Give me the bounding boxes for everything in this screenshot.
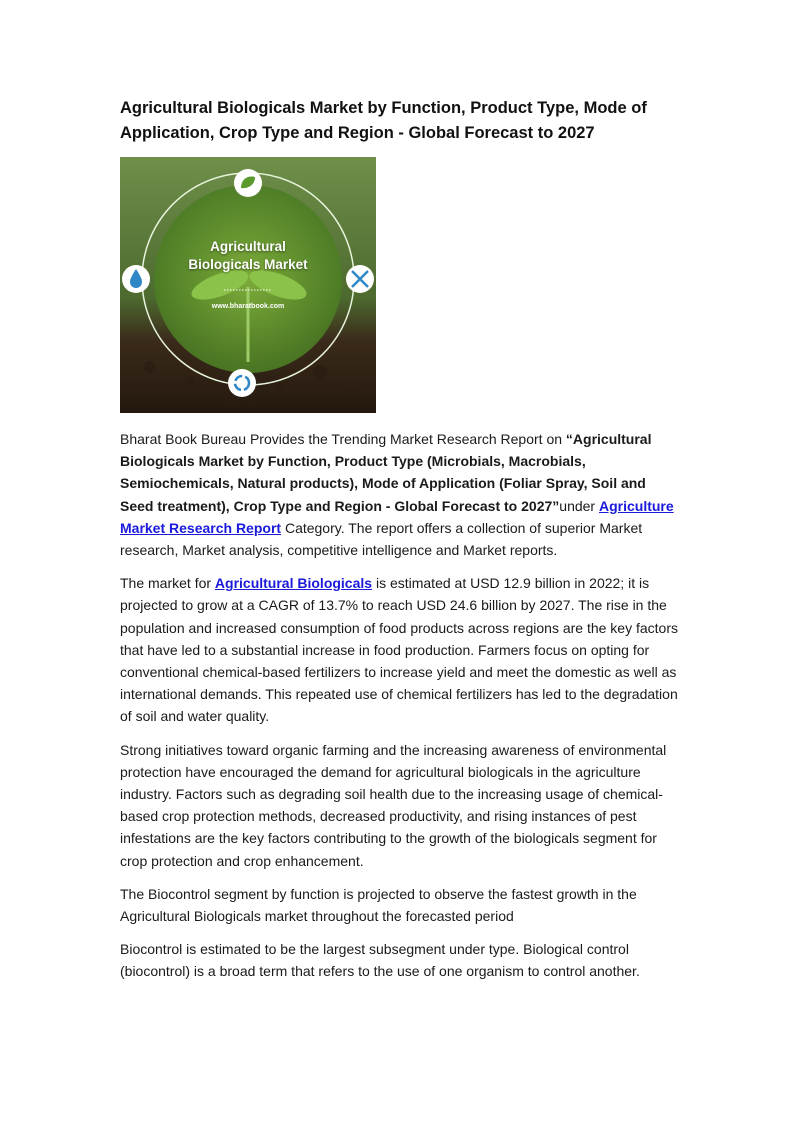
market-tail: is estimated at USD 12.9 billion in 2022; it is projected to grow at a CAGR of 13.7% to reach USD 24.6 billion by 2027. The rise in the population and increased consumption of food products across regions are the key factors that have led to a substantial increase in food production. Farmers focus on opting for conventional chemical-based fertilizers to increase yield and meet the domestic as well as international demands. This repeated use of chemical fertilizers has led to the degradation of soil and water quality. [120,575,678,725]
intro-lead: Bharat Book Bureau Provides the Trending Market Research Report on [120,431,566,447]
biocontrol-growth-paragraph: The Biocontrol segment by function is projected to observe the fastest growth in the Agricultural Biologicals market throughout the forecasted period [120,885,637,925]
hero-image [120,157,376,413]
document-title: Agricultural Biologicals Market by Function, Product Type, Mode of Application, Crop Type and Region - Global Forecast to 2027 [120,99,647,142]
biocontrol-definition-paragraph: Biocontrol is estimated to be the largest subsegment under type. Biological control (biocontrol) is a broad term that refers to the use of one organism to control another. [120,941,640,980]
hero-url: www.bharatbook.com [211,303,285,310]
organic-farming-paragraph: Strong initiatives toward organic farming and the increasing awareness of environmental protection have encouraged the demand for agricultural biologicals in the agriculture industry. Factors such as degrading soil health due to the increasing usage of chemical-based crop protection methods, decreased productivity, and rising instances of pest infestations are the key factors contributing to the growth of the biologicals segment for crop protection and crop enhancement. [120,741,667,869]
intro-paragraph [120,428,680,561]
hero-title-line2: Biologicals Market [188,257,308,272]
hero-illustration [120,157,376,413]
report-name: “Agricultural Biologicals Market by Function, Product Type (Microbials, Macrobials, Semiochemicals, Natural products), Mode of Application (Foliar Spray, Soil and Seed treatment), Crop Type and Region - Global Forecast to 2027” [120,431,652,514]
market-paragraph [120,572,680,727]
hero-title-line1: Agricultural [210,239,286,254]
leaf-icon [234,169,262,197]
recycle-icon [228,369,256,397]
market-lead: The market for [120,575,215,592]
intro-under: under [559,497,596,514]
intro-tail: Category. The report offers a collection of superior Market research, Market analysis, competitive intelligence and Market reports. [120,519,643,559]
category-link[interactable]: Agriculture Market Research Report [120,497,674,536]
agricultural-biologicals-link[interactable]: Agricultural Biologicals [214,575,373,592]
document-page [120,96,680,983]
